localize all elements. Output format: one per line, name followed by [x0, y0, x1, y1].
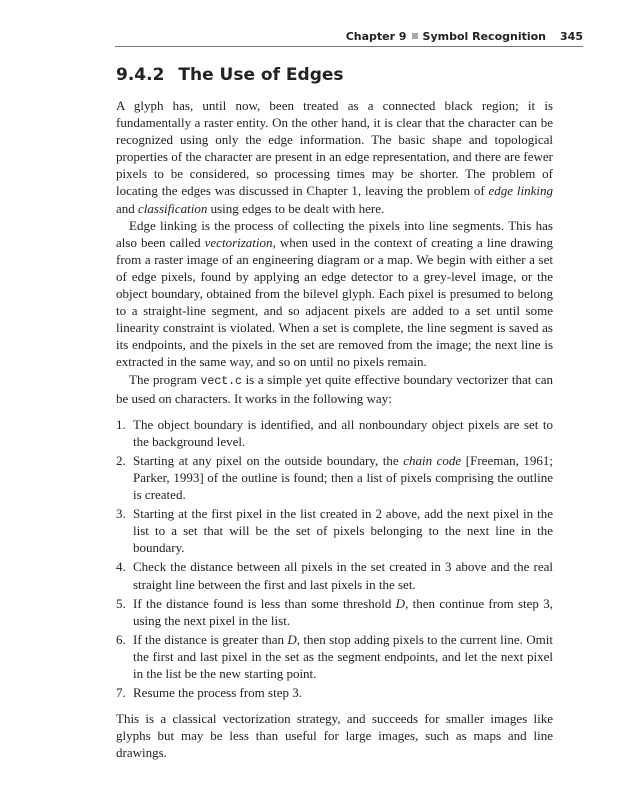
term-classification: classification: [138, 200, 208, 216]
body-text: [116, 97, 553, 761]
closing-paragraph: This is a classical vectorization strategy, and succeeds for smaller images like glyphs but may be less than useful for large images, such as maps and line drawings.: [116, 711, 553, 761]
list-item: 3. Starting at the first pixel in the list created in 2 above, add the next pixel in the list to a set that will be the set of pixels belonging to the next line in the boundary.: [116, 506, 553, 556]
term-vectorization: vectorization: [204, 234, 273, 250]
header-separator-icon: [412, 33, 418, 39]
threshold-symbol: D: [287, 631, 297, 647]
page-number: 345: [560, 30, 583, 43]
list-item: 1. The object boundary is identified, and all nonboundary object pixels are set to the background level.: [116, 416, 553, 449]
list-item: 6. If the distance is greater than D, then stop adding pixels to the current line. Omit the first and last pixel in the set as the segment endpoints, and let the next pixel in the list be the new starting point.: [116, 631, 554, 681]
paragraph-2: Edge linking is the process of collecting the pixels into line segments. This has also been called vectorization, when used in the context of creating a line drawing from a raster image of an engineering diagram or a map. We begin with either a set of edge pixels, found by applying an edge detector to a grey-level image, or the object boundary, obtained from the bilevel glyph. Each pixel is presumed to belong to a straight-line segment, and so adjacent pixels are added to a set until some linearity constraint is violated. When a set is complete, the line segment is saved as its endpoints, and the pixels in the set are removed from the image; the next line is extracted in the same way, and so on until no pixels remain.: [116, 217, 553, 370]
list-item: 4. Check the distance between all pixels in the set created in 3 above and the real straight line between the first and last pixels in the set.: [116, 559, 553, 592]
section-number: 9.4.2: [116, 65, 165, 85]
program-name: vect.c: [200, 374, 242, 388]
header-chapter-title: Symbol Recognition: [422, 30, 547, 43]
threshold-symbol: D: [395, 595, 406, 611]
list-item: 7. Resume the process from step 3.: [116, 685, 302, 701]
paragraph-3: The program vect.c is a simple yet quite effective boundary vectorizer that can be used on characters. It works in the following way:: [116, 371, 553, 406]
algorithm-steps: [116, 416, 553, 702]
paragraph-1: A glyph has, until now, been treated as a connected black region; it is fundamentally a raster entity. On the other hand, it is clear that the character can be recognized using only the edge information. The basic shape and topological properties of the character are present in an edge representation, and there are fewer pixels to be considered, so processing times may be shorter. The problem of locating the edges was discussed in Chapter 1, leaving the problem of edge linking and classification using edges to be dealt with here.: [116, 98, 553, 216]
term-chain-code: chain code: [403, 452, 462, 468]
term-edge-linking: edge linking: [488, 183, 553, 199]
section-title: The Use of Edges: [178, 65, 344, 85]
running-header: [115, 30, 583, 47]
section-heading: [116, 65, 344, 85]
list-item: 2. Starting at any pixel on the outside boundary, the chain code [Freeman, 1961; Parker, 1993] of the outline is found; then a list of pixels comprising the outline is created.: [116, 452, 554, 503]
header-chapter: Chapter 9: [345, 30, 407, 43]
list-item: 5. If the distance found is less than some threshold D, then continue from step 3, using the next pixel in the list.: [116, 595, 553, 628]
